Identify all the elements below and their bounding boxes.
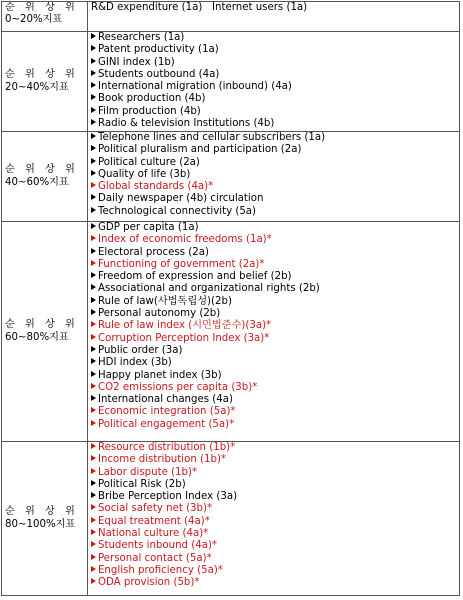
arrow-bullet-icon <box>91 70 96 76</box>
band-label-rank <box>5 164 87 176</box>
indicator-item <box>91 540 459 552</box>
indicator-text: International changes (4a) <box>98 394 233 406</box>
indicator-item <box>91 132 459 144</box>
indicator-item <box>91 283 459 295</box>
indicator-text: Labor dispute (1b)* <box>98 466 198 478</box>
arrow-bullet-icon <box>91 223 96 229</box>
band-label-cell <box>2 132 88 222</box>
indicator-text: Quality of life (3b) <box>98 168 191 180</box>
band-label-cell <box>2 222 88 442</box>
top-band-indicators: R&D expenditure (1a) Internet users (1a) <box>91 2 308 13</box>
indicator-item <box>91 308 459 320</box>
band-label-range: 40~60%지표 <box>5 176 69 188</box>
indicator-item <box>91 234 459 246</box>
arrow-bullet-icon <box>91 82 96 88</box>
band-row <box>2 32 460 132</box>
band-label-char: 상 <box>45 319 55 331</box>
indicator-item <box>91 382 459 394</box>
arrow-bullet-icon <box>91 480 96 486</box>
indicator-text: Students outbound (4a) <box>98 68 220 80</box>
arrow-bullet-icon <box>91 170 96 176</box>
indicator-text: Functioning of government (2a)* <box>98 258 265 270</box>
arrow-bullet-icon <box>91 443 96 449</box>
band-label-char: 위 <box>65 164 75 176</box>
indicator-item <box>91 479 459 491</box>
band-row <box>2 132 460 222</box>
ranking-table <box>1 1 460 596</box>
indicator-text: Technological connectivity (5a) <box>98 205 257 217</box>
band-row <box>2 2 460 32</box>
indicator-item <box>91 320 459 332</box>
indicator-item <box>91 206 459 218</box>
indicator-item <box>91 81 459 93</box>
band-label-range: 60~80%지표 <box>5 331 69 343</box>
ranking-table-body <box>2 2 460 596</box>
band-label-char: 상 <box>45 69 55 81</box>
indicator-text: HDI index (3b) <box>98 357 172 369</box>
indicator-text: National culture (4a)* <box>98 528 209 540</box>
arrow-bullet-icon <box>91 346 96 352</box>
band-label-char: 위 <box>25 69 35 81</box>
indicator-text: Book production (4b) <box>98 93 206 105</box>
band-label-rank <box>5 2 87 14</box>
band-label-cell <box>2 2 88 32</box>
indicator-text: Researchers (1a) <box>98 32 185 43</box>
band-label-range: 80~100%지표 <box>5 518 76 530</box>
band-label-char: 상 <box>45 164 55 176</box>
band-label-rank <box>5 506 87 518</box>
indicator-text: Radio & television Institutions (4b) <box>98 118 275 130</box>
indicator-text: Film production (4b) <box>98 105 201 117</box>
indicator-text: Telephone lines and cellular subscribers (1a) <box>98 132 326 143</box>
arrow-bullet-icon <box>91 133 96 139</box>
arrow-bullet-icon <box>91 119 96 125</box>
arrow-bullet-icon <box>91 107 96 113</box>
indicator-text: Economic integration (5a)* <box>98 406 236 418</box>
indicator-text: Happy planet index (3b) <box>98 369 222 381</box>
indicator-text: Associational and organizational rights (2b) <box>98 283 320 295</box>
indicator-item <box>91 419 459 431</box>
arrow-bullet-icon <box>91 207 96 213</box>
band-label-cell <box>2 442 88 596</box>
indicator-item <box>91 333 459 345</box>
indicator-text: International migration (inbound) (4a) <box>98 81 292 93</box>
indicator-item <box>91 394 459 406</box>
indicator-text: Political pluralism and participation (2a) <box>98 144 302 156</box>
arrow-bullet-icon <box>91 578 96 584</box>
band-label-range: 0~20%지표 <box>5 14 63 26</box>
band-row <box>2 222 460 442</box>
indicator-item <box>91 406 459 418</box>
band-label-char: 위 <box>65 319 75 331</box>
indicator-item <box>91 69 459 81</box>
indicator-item <box>91 357 459 369</box>
indicator-text: Political Risk (2b) <box>98 478 186 490</box>
indicator-text: Patent productivity (1a) <box>98 44 219 56</box>
arrow-bullet-icon <box>91 235 96 241</box>
indicator-item <box>91 516 459 528</box>
band-label-char: 순 <box>5 2 15 13</box>
band-label-char: 순 <box>5 319 15 331</box>
band-label-char: 위 <box>25 164 35 176</box>
arrow-bullet-icon <box>91 334 96 340</box>
indicator-item <box>91 32 459 44</box>
indicator-item <box>91 247 459 259</box>
arrow-bullet-icon <box>91 182 96 188</box>
indicator-item <box>91 259 459 271</box>
band-label-char: 위 <box>25 319 35 331</box>
indicator-text: CO2 emissions per capita (3b)* <box>98 381 258 393</box>
band-label-char: 위 <box>25 2 35 13</box>
indicator-text: Personal contact (5a)* <box>98 552 212 564</box>
arrow-bullet-icon <box>91 58 96 64</box>
arrow-bullet-icon <box>91 492 96 498</box>
arrow-bullet-icon <box>91 554 96 560</box>
band-label-char: 순 <box>5 69 15 81</box>
band-label-char: 위 <box>25 506 35 518</box>
indicator-text: Equal treatment (4a)* <box>98 515 210 527</box>
indicator-text: Index of economic freedoms (1a)* <box>98 234 272 246</box>
band-items-cell <box>88 132 460 222</box>
arrow-bullet-icon <box>91 504 96 510</box>
band-items-cell <box>88 2 460 32</box>
band-row <box>2 442 460 596</box>
indicator-item <box>91 271 459 283</box>
indicator-text: GINI index (1b) <box>98 56 175 68</box>
arrow-bullet-icon <box>91 33 96 39</box>
arrow-bullet-icon <box>91 566 96 572</box>
arrow-bullet-icon <box>91 371 96 377</box>
arrow-bullet-icon <box>91 194 96 200</box>
indicator-item <box>91 118 459 130</box>
indicator-item <box>91 503 459 515</box>
arrow-bullet-icon <box>91 321 96 327</box>
indicator-text: Corruption Perception Index (3a)* <box>98 332 270 344</box>
band-label-char: 상 <box>45 506 55 518</box>
arrow-bullet-icon <box>91 517 96 523</box>
arrow-bullet-icon <box>91 468 96 474</box>
indicator-item <box>91 169 459 181</box>
arrow-bullet-icon <box>91 297 96 303</box>
indicator-item <box>91 491 459 503</box>
band-label-char: 순 <box>5 164 15 176</box>
arrow-bullet-icon <box>91 309 96 315</box>
indicator-text: ODA provision (5b)* <box>98 577 200 589</box>
indicator-item <box>91 93 459 105</box>
indicator-item <box>91 467 459 479</box>
indicator-item <box>91 565 459 577</box>
band-label-cell <box>2 32 88 132</box>
indicator-item <box>91 44 459 56</box>
indicator-text: Political engagement (5a)* <box>98 418 235 430</box>
arrow-bullet-icon <box>91 145 96 151</box>
indicator-item <box>91 106 459 118</box>
indicator-item <box>91 345 459 357</box>
indicator-item <box>91 181 459 193</box>
band-label-char: 위 <box>65 506 75 518</box>
indicator-text: Bribe Perception Index (3a) <box>98 491 238 503</box>
arrow-bullet-icon <box>91 455 96 461</box>
indicator-item <box>91 370 459 382</box>
band-label-char: 순 <box>5 506 15 518</box>
indicator-text: Resource distribution (1b)* <box>98 442 236 453</box>
indicator-item <box>91 528 459 540</box>
indicator-text: Public order (3a) <box>98 344 183 356</box>
indicator-text: Social safety net (3b)* <box>98 503 213 515</box>
indicator-text: English proficiency (5a)* <box>98 564 223 576</box>
indicator-text: Rule of law(사법독립성)(2b) <box>98 295 232 307</box>
band-label-char: 위 <box>65 69 75 81</box>
arrow-bullet-icon <box>91 541 96 547</box>
arrow-bullet-icon <box>91 420 96 426</box>
indicator-item <box>91 222 459 234</box>
arrow-bullet-icon <box>91 158 96 164</box>
band-label-rank <box>5 69 87 81</box>
band-label-char: 상 <box>45 2 55 13</box>
arrow-bullet-icon <box>91 407 96 413</box>
arrow-bullet-icon <box>91 94 96 100</box>
indicator-item <box>91 144 459 156</box>
indicator-text: Global standards (4a)* <box>98 181 214 193</box>
band-items-cell <box>88 32 460 132</box>
arrow-bullet-icon <box>91 260 96 266</box>
arrow-bullet-icon <box>91 383 96 389</box>
indicator-text: Electoral process (2a) <box>98 246 209 258</box>
indicator-item <box>91 157 459 169</box>
indicator-item <box>91 553 459 565</box>
arrow-bullet-icon <box>91 45 96 51</box>
band-label-char: 위 <box>65 2 75 13</box>
band-label-rank <box>5 319 87 331</box>
band-items-cell <box>88 222 460 442</box>
indicator-item <box>91 454 459 466</box>
indicator-text: Political culture (2a) <box>98 156 200 168</box>
indicator-text: Income distribution (1b)* <box>98 454 227 466</box>
indicator-item <box>91 577 459 589</box>
indicator-text: Students inbound (4a)* <box>98 540 218 552</box>
arrow-bullet-icon <box>91 529 96 535</box>
band-items-cell <box>88 442 460 596</box>
indicator-item <box>91 296 459 308</box>
indicator-text: Freedom of expression and belief (2b) <box>98 271 292 283</box>
indicator-text: Daily newspaper (4b) circulation <box>98 193 264 205</box>
band-label-range: 20~40%지표 <box>5 81 69 93</box>
indicator-text: Rule of law index (시민법준수)(3a)* <box>98 320 272 332</box>
indicator-text: GDP per capita (1a) <box>98 222 199 233</box>
arrow-bullet-icon <box>91 272 96 278</box>
arrow-bullet-icon <box>91 284 96 290</box>
indicator-item <box>91 57 459 69</box>
indicator-item <box>91 193 459 205</box>
indicator-text: Personal autonomy (2b) <box>98 308 221 320</box>
arrow-bullet-icon <box>91 358 96 364</box>
arrow-bullet-icon <box>91 248 96 254</box>
arrow-bullet-icon <box>91 395 96 401</box>
indicator-item <box>91 442 459 454</box>
